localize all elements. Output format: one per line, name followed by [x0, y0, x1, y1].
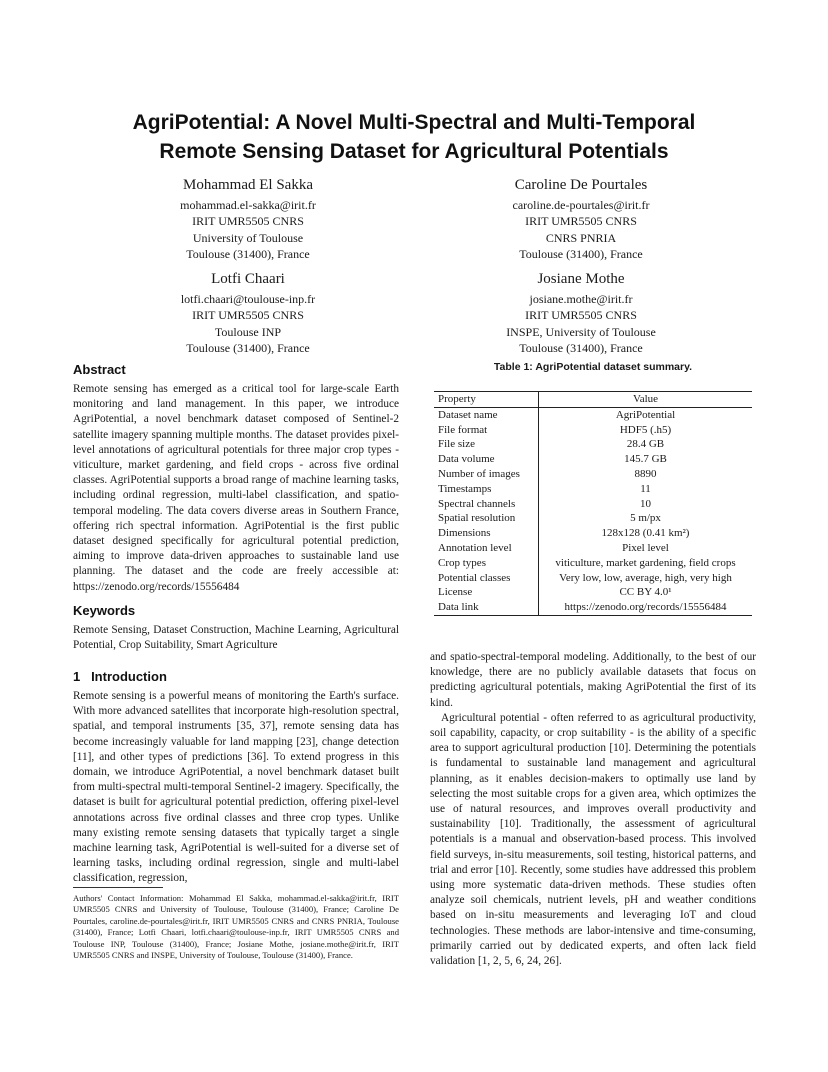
- author-name: Caroline De Pourtales: [514, 177, 648, 193]
- table-cell-value: 11: [640, 482, 651, 495]
- table-cell-property: Spatial resolution: [434, 511, 539, 526]
- author-affiliation: Toulouse INP: [214, 324, 282, 339]
- author-location: Toulouse (31400), France: [186, 247, 310, 262]
- table-row: [434, 423, 752, 438]
- introduction-continued: [430, 650, 756, 969]
- table-row: [434, 556, 752, 571]
- table-cell-value: AgriPotential: [615, 408, 676, 421]
- title-line-2: Remote Sensing Dataset for Agricultural Potentials: [159, 140, 669, 163]
- author-affiliation: IRIT UMR5505 CNRS: [525, 214, 637, 229]
- author-email: lotfi.chaari@toulouse-inp.fr: [180, 292, 316, 306]
- keywords-text: Remote Sensing, Dataset Construction, Machine Learning, Agricultural Potential, Crop Suitability, Smart Agriculture: [73, 624, 399, 652]
- keywords-heading: Keywords: [73, 603, 136, 618]
- table-body: [434, 407, 752, 615]
- table-cell-value: CC BY 4.0¹: [619, 586, 672, 599]
- table-cell-value: HDF5 (.h5): [619, 423, 672, 436]
- table-cell-property: License: [434, 585, 539, 600]
- author-name: Lotfi Chaari: [211, 271, 285, 287]
- table-cell-value: Pixel level: [622, 541, 669, 554]
- author-affiliation: IRIT UMR5505 CNRS: [192, 308, 304, 323]
- author-name: Mohammad El Sakka: [183, 177, 313, 193]
- author-block-1: [128, 175, 368, 263]
- introduction-section: [73, 669, 399, 887]
- table-cell-property: Timestamps: [434, 482, 539, 497]
- author-block-2: [461, 175, 701, 263]
- author-contact-footnote: Authors' Contact Information: Mohammad El Sakka, mohammad.el-sakka@irit.fr, IRIT UMR5505 CNRS and University of Toulouse, Toulouse (31400), France; Caroline De Pourtales, caroline.de-pourtales@irit.fr, IRIT UMR5505 CNRS and CNRS PNRIA, Toulouse (31400), France; Lotfi Chaari, lotfi.chaari@toulouse-inp.fr, IRIT UMR5505 CNRS and Toulouse INP, Toulouse (31400), France; Josiane Mothe, josiane.mothe@irit.fr, IRIT UMR5505 CNRS and INSPE, University of Toulouse, Toulouse (31400), France.: [73, 893, 399, 961]
- abstract-section: [73, 362, 399, 595]
- author-affiliation: IRIT UMR5505 CNRS: [525, 308, 637, 323]
- author-block-4: [461, 269, 701, 357]
- table-row: [434, 407, 752, 422]
- table-row: [434, 467, 752, 482]
- table-row: [434, 497, 752, 512]
- table-row: [434, 511, 752, 526]
- table-cell-value: 10: [640, 497, 651, 510]
- author-name: Josiane Mothe: [537, 271, 625, 287]
- table-row: [434, 585, 752, 600]
- introduction-heading: 1 Introduction: [73, 669, 167, 684]
- table-cell-property: Data volume: [434, 452, 539, 467]
- keywords-section: [73, 603, 399, 653]
- table-header-value: Value: [632, 393, 659, 405]
- paper-title: [60, 108, 768, 166]
- author-affiliation: IRIT UMR5505 CNRS: [192, 214, 304, 229]
- introduction-paragraph-2: Agricultural potential - often referred to as agricultural productivity, soil capability, capacity, or crop suitability - is the ability of a specific area to support agricultural production [10]. Determining the potentials is fundamental to sustainable land management and agricultural planning, as it enables decision-makers to optimally use land by selecting the most suitable crops for a given area, which optimizes the use of natural resources, and improves overall productivity and sustainability [10]. Traditionally, the assessment of agricultural potentials is a manual and observation-based process. This involved field surveys, in-situ measurements, soil testing, historical patterns, and trial and error [10]. Recently, some studies have addressed this problem using more systematic data-driven methods. These studies often analyze soil chemicals, nutrient levels, pH and weather conditions based on in-situ measurements and leveraging IoT and cloud technologies. These methods are labor-intensive and time-consuming, primarily carried out by dedicated experts, and often lack field validation [1, 2, 5, 6, 24, 26].: [430, 711, 756, 968]
- table-cell-value: 5 m/px: [630, 512, 661, 525]
- author-location: Toulouse (31400), France: [519, 341, 643, 356]
- table-cell-value: Very low, low, average, high, very high: [559, 571, 732, 584]
- footnote-rule: [73, 887, 163, 888]
- author-email: mohammad.el-sakka@irit.fr: [180, 198, 316, 212]
- author-email: caroline.de-pourtales@irit.fr: [512, 198, 650, 212]
- table-row: [434, 437, 752, 452]
- title-line-1: AgriPotential: A Novel Multi-Spectral and Multi-Temporal: [132, 111, 696, 134]
- table-cell-property: Dataset name: [434, 407, 539, 422]
- table-row: [434, 541, 752, 556]
- table-header-row: [434, 392, 752, 408]
- table-cell-property: File size: [434, 437, 539, 452]
- author-location: Toulouse (31400), France: [519, 247, 643, 262]
- table-cell-property: Spectral channels: [434, 497, 539, 512]
- table-row: [434, 600, 752, 615]
- table-header-property: Property: [434, 392, 539, 408]
- table-cell-value: 145.7 GB: [624, 453, 667, 466]
- author-affiliation: CNRS PNRIA: [545, 230, 617, 245]
- author-email: josiane.mothe@irit.fr: [529, 292, 633, 306]
- author-location: Toulouse (31400), France: [186, 341, 310, 356]
- introduction-paragraph-1: Remote sensing is a powerful means of monitoring the Earth's surface. With more advanced satellites that incorporate high-resolution spectral, spatial, and temporal instruments [35, 37], remote sensing data has become increasingly valuable for land mapping [23], change detection [11], and other types of predictions [36]. To extend progress in this domain, we introduce AgriPotential, a novel benchmark dataset built from multi-spectral multi-temporal Sentinel-2 imagery. Specifically, the dataset is built for agricultural potential prediction, offering pixel-level annotations across five ordinal classes and three crop types. Unlike many existing remote sensing datasets that typically target a single machine learning task, AgriPotential is well-suited for a diverse set of learning tasks, including ordinal regression, single and multi-label classification, regression,: [73, 690, 399, 885]
- table-row: [434, 526, 752, 541]
- table-cell-property: Dimensions: [434, 526, 539, 541]
- table-cell-property: Number of images: [434, 467, 539, 482]
- author-affiliation: INSPE, University of Toulouse: [506, 324, 656, 339]
- author-affiliation: University of Toulouse: [192, 230, 304, 245]
- table-cell-value: 28.4 GB: [626, 438, 665, 451]
- table-cell-property: Data link: [434, 600, 539, 615]
- table-row: [434, 571, 752, 586]
- table-cell-value: viticulture, market gardening, field crops: [555, 556, 736, 569]
- table-cell-property: Potential classes: [434, 571, 539, 586]
- table-cell-property: File format: [434, 423, 539, 438]
- table-row: [434, 482, 752, 497]
- abstract-heading: Abstract: [73, 362, 126, 377]
- table-cell-value: 128x128 (0.41 km²): [601, 527, 690, 540]
- dataset-summary-table: [434, 391, 752, 616]
- table-cell-value: 8890: [634, 467, 657, 480]
- table-cell-property: Crop types: [434, 556, 539, 571]
- table-row: [434, 452, 752, 467]
- abstract-text: Remote sensing has emerged as a critical tool for large-scale Earth monitoring and land management. In this paper, we introduce AgriPotential, a novel benchmark dataset composed of Sentinel-2 satellite imagery spanning multiple months. The dataset provides pixel-level annotations of agricultural potentials for three major crop types - viticulture, market gardening, and field crops - across five ordinal classes. AgriPotential supports a broad range of machine learning tasks, including ordinal regression, multi-label classification, and spatio-temporal modeling. The data covers diverse areas in Southern France, offering rich spectral information. AgriPotential is the first public dataset designed specifically for agricultural potential prediction, aiming to improve data-driven approaches to sustainable land use planning. The dataset and the code are freely accessible at: https://zenodo.org/records/15556484: [73, 383, 399, 593]
- table-caption: Table 1: AgriPotential dataset summary.: [493, 361, 693, 373]
- table-cell-value: https://zenodo.org/records/15556484: [564, 601, 727, 614]
- author-block-3: [128, 269, 368, 357]
- introduction-paragraph-1-continued: and spatio-spectral-temporal modeling. Additionally, to the best of our knowledge, there are no publicly available datasets that focus on predicting agricultural potentials, making AgriPotential the first of its kind.: [430, 651, 756, 709]
- table-cell-property: Annotation level: [434, 541, 539, 556]
